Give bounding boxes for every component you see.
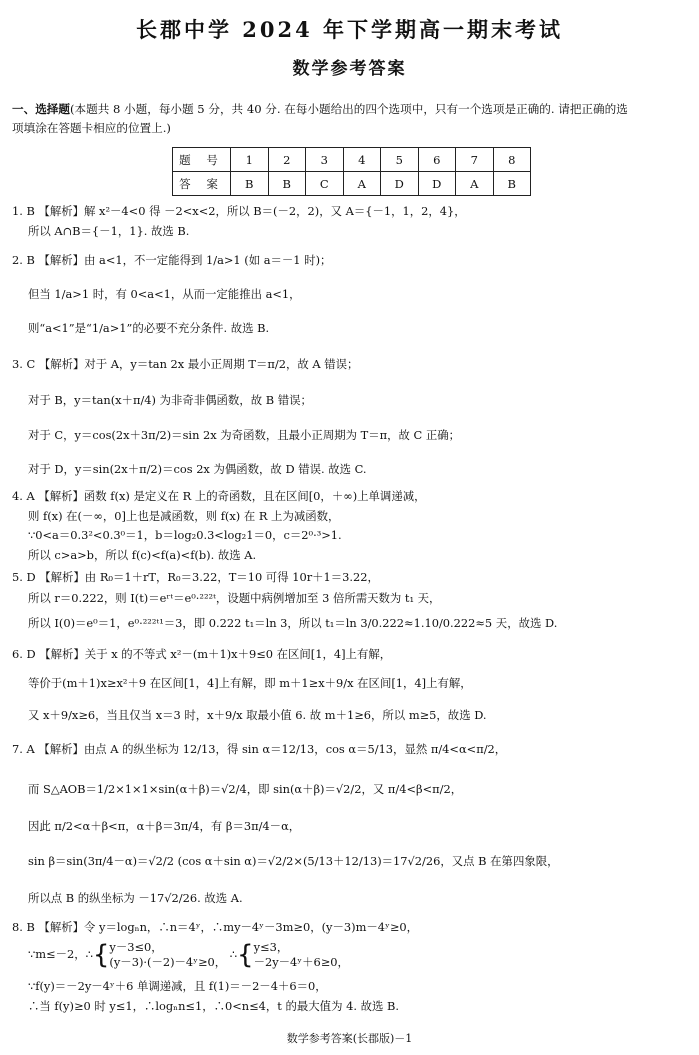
row-label-answer: 答 案 — [173, 172, 231, 196]
solution-line-q8-4: ∴当 f(y)≥0 时 y≤1，∴logₙn≤1，∴0<n≤4，t 的最大值为 4. 故选 B. — [28, 999, 399, 1013]
table-cell: A — [343, 172, 381, 196]
left-brace-icon: { — [237, 940, 254, 970]
solution-line-q6-2: 等价于(m＋1)x≥x²＋9 在区间[1，4]上有解，即 m＋1≥x＋9/x 在区间[1，4]上有解， — [28, 676, 472, 690]
solution-line-q7-1: 7. A 【解析】由点 A 的纵坐标为 12/13，得 sin α＝12/13，cos α＝5/13，显然 π/4<α<π/2， — [12, 742, 507, 756]
table-cell: 4 — [343, 148, 381, 172]
solution-line-q8-2 — [28, 940, 349, 970]
solution-line-q3-4: 对于 D，y＝sin(2x＋π/2)＝cos 2x 为偶函数，故 D 错误. 故选 C. — [28, 462, 367, 476]
solution-line-q7-4: sin β＝sin(3π/4－α)＝√2/2 (cos α＋sin α)＝√2/2×(5/13＋12/13)＝17√2/26，又点 B 在第四象限， — [28, 854, 559, 868]
solution-line-q7-3: 因此 π/2<α＋β<π，α＋β＝3π/4，有 β＝3π/4－α， — [28, 819, 301, 833]
section-intro — [12, 100, 688, 138]
page-footer: 数学参考答案(长郡版)－1 — [286, 1032, 413, 1045]
table-cell: 7 — [456, 148, 494, 172]
solution-line-q5-2: 所以 r＝0.222，则 I(t)＝eʳᵗ＝e⁰·²²²ᵗ，设题中病例增加至 3 倍所需天数为 t₁ 天， — [28, 591, 441, 605]
solution-line-q2-3: 则“a<1”是“1/a>1”的必要不充分条件. 故选 B. — [28, 321, 270, 335]
table-cell: B — [268, 172, 306, 196]
inequality-system-1 — [109, 940, 226, 970]
page-title: 长郡中学 2024 年下学期高一期末考试 — [135, 17, 564, 42]
solution-line-q3-1: 3. C 【解析】对于 A，y＝tan 2x 最小正周期 T＝π/2，故 A 错误； — [12, 357, 359, 371]
solution-line-q2-1: 2. B 【解析】由 a<1，不一定能得到 1/a>1 (如 a＝－1 时)； — [12, 253, 332, 267]
page-subtitle: 数学参考答案 — [292, 59, 407, 79]
section-heading: 一、选择题 — [12, 102, 70, 116]
table-cell: 6 — [418, 148, 456, 172]
solution-line-q8-3: ∵f(y)＝－2y－4ʸ＋6 单调递减，且 f(1)＝－2－4＋6＝0， — [28, 979, 327, 993]
table-cell: B — [493, 172, 531, 196]
solution-line-q1-1: 1. B 【解析】解 x²－4<0 得 －2<x<2，所以 B＝(－2，2)，又 A＝{－1，1，2，4}， — [12, 204, 466, 218]
system-line: －2y－4ʸ＋6≥0， — [253, 955, 349, 969]
left-brace-icon: { — [92, 940, 110, 970]
answer-table — [172, 147, 531, 196]
section-desc: (本题共 8 小题，每小题 5 分，共 40 分. 在每小题给出的四个选项中，只有一个选项是正确的. 请把正确的选 — [69, 102, 628, 116]
table-cell: 5 — [381, 148, 419, 172]
row-label-number: 题 号 — [173, 148, 231, 172]
table-cell: 2 — [268, 148, 306, 172]
solution-line-q5-1: 5. D 【解析】由 R₀＝1＋rT，R₀＝3.22，T＝10 可得 10r＋1＝3.22， — [12, 570, 379, 584]
table-row-answers — [173, 172, 531, 196]
solution-line-q1-2: 所以 A∩B＝{－1，1}. 故选 B. — [28, 224, 190, 238]
table-cell: B — [231, 172, 269, 196]
solution-line-q7-2: 而 S△AOB＝1/2×1×1×sin(α＋β)＝√2/4，即 sin(α＋β)＝√2/2，又 π/4<β<π/2， — [28, 782, 463, 796]
solution-line-q4-2: 则 f(x) 在(－∞，0]上也是减函数，则 f(x) 在 R 上为减函数， — [28, 509, 340, 523]
table-cell: 1 — [231, 148, 269, 172]
solution-line-q2-2: 但当 1/a>1 时，有 0<a<1，从而一定能推出 a<1， — [28, 287, 301, 301]
table-row-numbers — [173, 148, 531, 172]
system-infix: ∴ — [229, 947, 238, 961]
table-cell: 8 — [493, 148, 531, 172]
inequality-system-2 — [254, 940, 349, 970]
table-cell: C — [306, 172, 344, 196]
solution-line-q6-3: 又 x＋9/x≥6，当且仅当 x＝3 时，x＋9/x 取最小值 6. 故 m＋1≥6，所以 m≥5，故选 D. — [28, 708, 487, 722]
system-line: y≤3， — [253, 940, 289, 954]
solution-line-q7-5: 所以点 B 的纵坐标为 －17√2/26. 故选 A. — [28, 891, 243, 905]
solution-line-q8-1: 8. B 【解析】令 y＝logₙn，∴n＝4ʸ，∴my－4ʸ－3m≥0，(y－3)m－4ʸ≥0， — [12, 920, 419, 934]
solution-line-q4-1: 4. A 【解析】函数 f(x) 是定义在 R 上的奇函数，且在区间[0，＋∞)上单调递减， — [12, 489, 426, 503]
solution-line-q4-4: 所以 c>a>b，所以 f(c)<f(a)<f(b). 故选 A. — [28, 548, 257, 562]
table-cell: D — [418, 172, 456, 196]
table-cell: A — [456, 172, 494, 196]
section-desc-2: 项填涂在答题卡相应的位置上.) — [12, 121, 171, 135]
solution-line-q3-2: 对于 B，y＝tan(x＋π/4) 为非奇非偶函数，故 B 错误； — [28, 393, 312, 407]
system-line: y－3≤0， — [109, 940, 163, 954]
table-cell: 3 — [306, 148, 344, 172]
system-line: (y－3)·(－2)－4ʸ≥0， — [109, 955, 227, 969]
solution-line-q5-3: 所以 I(0)＝e⁰＝1，e⁰·²²²ᵗ¹＝3，即 0.222 t₁＝ln 3，所以 t₁＝ln 3/0.222≈1.10/0.222≈5 天，故选 D. — [28, 616, 558, 630]
solution-line-q4-3: ∵0<a＝0.3²<0.3⁰＝1，b＝log₂0.3<log₂1＝0，c＝2⁰·³>1. — [28, 528, 342, 542]
solution-line-q6-1: 6. D 【解析】关于 x 的不等式 x²－(m＋1)x＋9≤0 在区间[1，4]上有解， — [12, 647, 392, 661]
solution-line-q3-3: 对于 C，y＝cos(2x＋3π/2)＝sin 2x 为奇函数，且最小正周期为 T＝π，故 C 正确； — [28, 428, 461, 442]
system-prefix: ∵m≤－2，∴ — [28, 947, 93, 961]
table-cell: D — [381, 172, 419, 196]
